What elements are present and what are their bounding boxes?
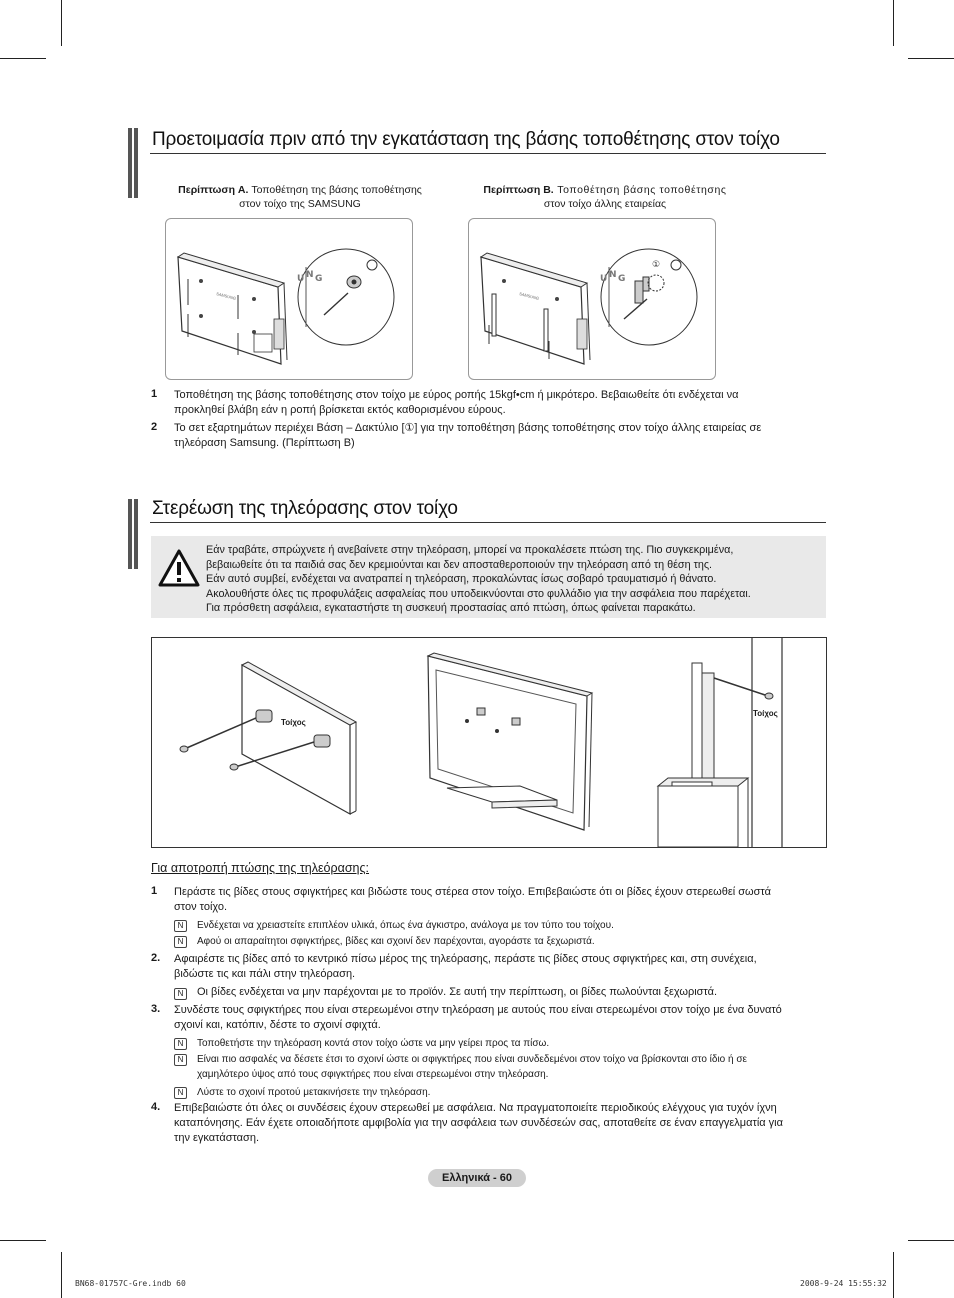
case-b-text: στον τοίχο άλλης εταιρείας bbox=[543, 198, 667, 210]
note-icon: N bbox=[174, 988, 187, 1000]
item-number: 2 bbox=[151, 421, 158, 433]
fixing-illustration bbox=[152, 638, 826, 847]
note-icon: N bbox=[174, 936, 187, 948]
svg-text:G: G bbox=[618, 274, 626, 284]
svg-text:SAMSUNG: SAMSUNG bbox=[215, 291, 237, 301]
list-item: Το σετ εξαρτημάτων περιέχει Βάση – Δακτύλιο [①] για την τοποθέτηση βάσης τοποθέτησης στον τοίχο άλλης εταιρείας σε τηλεόραση Samsung. (Περίπτωση B) bbox=[174, 422, 762, 449]
step-item: Αφαιρέστε τις βίδες από το κεντρικό πίσω μέρος της τηλεόρασης, περάστε τις βίδες στους σφιγκτήρες και, στη συνέχεια, βιδώστε τις και πάλι στην τηλεόραση. bbox=[174, 953, 757, 980]
svg-text:U: U bbox=[600, 274, 608, 284]
case-b-diagram bbox=[468, 218, 716, 380]
case-b-caption bbox=[460, 183, 750, 211]
note-text: Είναι πιο ασφαλές να δέσετε έτσι το σχοινί ώστε οι σφιγκτήρες που είναι συνδεδεμένοι στον τοίχο να βρίσκονται στο ίδιο ή σε χαμηλότερο ύψος από τους σφιγκτήρες που είναι στερεωμένοι στην τηλεόραση. bbox=[197, 1054, 747, 1080]
step-number: 1 bbox=[151, 885, 158, 897]
section-marker bbox=[134, 499, 138, 569]
note-text: Τοποθετήστε την τηλεόραση κοντά στον τοίχο ώστε να μην γείρει προς τα πίσω. bbox=[197, 1038, 550, 1049]
svg-text:SAMSUNG: SAMSUNG bbox=[518, 291, 540, 301]
svg-text:U: U bbox=[297, 274, 305, 284]
note-icon: N bbox=[174, 1038, 187, 1050]
tv-back-illustration bbox=[469, 219, 715, 379]
section-marker bbox=[128, 499, 132, 569]
case-b-label: Περίπτωση B. bbox=[483, 184, 554, 196]
case-b-text: Τοποθέτηση βάσης τοποθέτησης bbox=[557, 184, 727, 196]
step-number: 3. bbox=[151, 1003, 161, 1015]
step-item: Συνδέστε τους σφιγκτήρες που είναι στερεωμένοι στην τηλεόραση με αυτούς που είναι στερεωμένοι στον τοίχο με ένα δυνατό σχοινί και, κατόπιν, δέστε το σχοινί σφιχτά. bbox=[174, 1004, 782, 1031]
item-number: 1 bbox=[151, 388, 158, 400]
case-a-label: Περίπτωση A. bbox=[178, 184, 249, 196]
case-a-text: στον τοίχο της SAMSUNG bbox=[239, 198, 361, 210]
note-icon: N bbox=[174, 1087, 187, 1099]
note-text: Ενδέχεται να χρειαστείτε επιπλέον υλικά, όπως ένα άγκιστρο, ανάλογα με τον τύπο του τοίχου. bbox=[197, 920, 614, 931]
case-a-text: Τοποθέτηση της βάσης τοποθέτησης bbox=[251, 184, 422, 196]
crop-mark bbox=[61, 0, 62, 46]
wall-label: Τοίχος bbox=[281, 718, 306, 727]
warning-box bbox=[151, 536, 826, 618]
crop-mark bbox=[893, 1252, 894, 1298]
tv-back-illustration bbox=[166, 219, 412, 379]
wall-mount-figure bbox=[151, 637, 827, 848]
footer-timestamp: 2008-9-24 15:55:32 bbox=[800, 1279, 887, 1288]
ring-marker: ① bbox=[652, 260, 661, 270]
section-marker bbox=[128, 128, 132, 198]
svg-text:N: N bbox=[609, 270, 617, 280]
section-rule bbox=[150, 153, 826, 154]
step-item: Επιβεβαιώστε ότι όλες οι συνδέσεις έχουν στερεωθεί με ασφάλεια. Να πραγματοποιείτε περιοδικούς ελέγχους για τυχόν ίχνη καταπόνησης. Εάν έχετε οποιαδήποτε αμφιβολία για την ασφάλεια των συνδέσεών σας, αποταθείτε σε έναν επαγγελματία για την εγκατάσταση. bbox=[174, 1102, 783, 1144]
crop-mark bbox=[0, 58, 46, 59]
note-text: Αφού οι απαραίτητοι σφιγκτήρες, βίδες και σχοινί δεν παρέχονται, αγοράστε τα ξεχωριστά. bbox=[197, 936, 595, 947]
page-number: Ελληνικά - 60 bbox=[428, 1169, 526, 1187]
note-text: Λύστε το σχοινί προτού μετακινήσετε την τηλεόραση. bbox=[197, 1087, 431, 1098]
step-number: 2. bbox=[151, 952, 161, 964]
crop-mark bbox=[0, 1240, 46, 1241]
note-icon: N bbox=[174, 920, 187, 932]
crop-mark bbox=[893, 0, 894, 46]
note-text: Οι βίδες ενδέχεται να μην παρέχονται με το προϊόν. Σε αυτή την περίπτωση, οι βίδες πωλούνται ξεχωριστά. bbox=[197, 986, 718, 998]
footer-file-info: BN68-01757C-Gre.indb 60 bbox=[75, 1279, 186, 1288]
step-number: 4. bbox=[151, 1101, 161, 1113]
warning-triangle-icon bbox=[157, 548, 201, 588]
svg-text:N: N bbox=[306, 270, 314, 280]
section-title: Προετοιμασία πριν από την εγκατάσταση της βάσης τοποθέτησης στον τοίχο bbox=[152, 129, 780, 150]
list-item: Τοποθέτηση της βάσης τοποθέτησης στον τοίχο με εύρος ροπής 15kgf•cm ή μικρότερο. Βεβαιωθείτε ότι ενδέχεται να προκληθεί βλάβη εάν η ροπή βρίσκεται εκτός καθορισμένου εύρους. bbox=[174, 389, 739, 416]
note-icon: N bbox=[174, 1054, 187, 1066]
wall-label: Τοίχος bbox=[753, 709, 778, 718]
step-item: Περάστε τις βίδες στους σφιγκτήρες και βιδώστε τους στέρεα στον τοίχο. Επιβεβαιώστε ότι οι βίδες έχουν στερεωθεί σωστά στον τοίχο. bbox=[174, 886, 771, 913]
crop-mark bbox=[908, 1240, 954, 1241]
section-rule bbox=[150, 522, 826, 523]
section-marker bbox=[134, 128, 138, 198]
svg-text:G: G bbox=[315, 274, 323, 284]
crop-mark bbox=[908, 58, 954, 59]
sub-heading: Για αποτροπή πτώσης της τηλεόρασης: bbox=[151, 861, 370, 875]
crop-mark bbox=[61, 1252, 62, 1298]
case-a-diagram bbox=[165, 218, 413, 380]
case-a-caption bbox=[160, 183, 440, 211]
section-title: Στερέωση της τηλεόρασης στον τοίχο bbox=[152, 498, 458, 519]
warning-text: Εάν τραβάτε, σπρώχνετε ή ανεβαίνετε στην τηλεόραση, μπορεί να προκαλέσετε πτώση της. Πιο συγκεκριμένα, βεβαιωθείτε ότι τα παιδιά σας δεν κρεμιούνται και δεν αποσταθεροποιούν την τηλεόραση από τη θέση της. Εάν αυτό συμβεί, ενδέχεται να ανατραπεί η τηλεόραση, προκαλώντας ίσως σοβαρό τραυματισμό ή θάνατο. Ακολουθήστε όλες τις προφυλάξεις ασφαλείας που υποδεικνύονται στο φυλλάδιο για την ασφάλεια που παρέχεται. Για πρόσθετη ασφάλεια, εγκαταστήστε τη συσκευή προστασίας από πτώση, όπως φαίνεται παρακάτω. bbox=[206, 544, 751, 614]
